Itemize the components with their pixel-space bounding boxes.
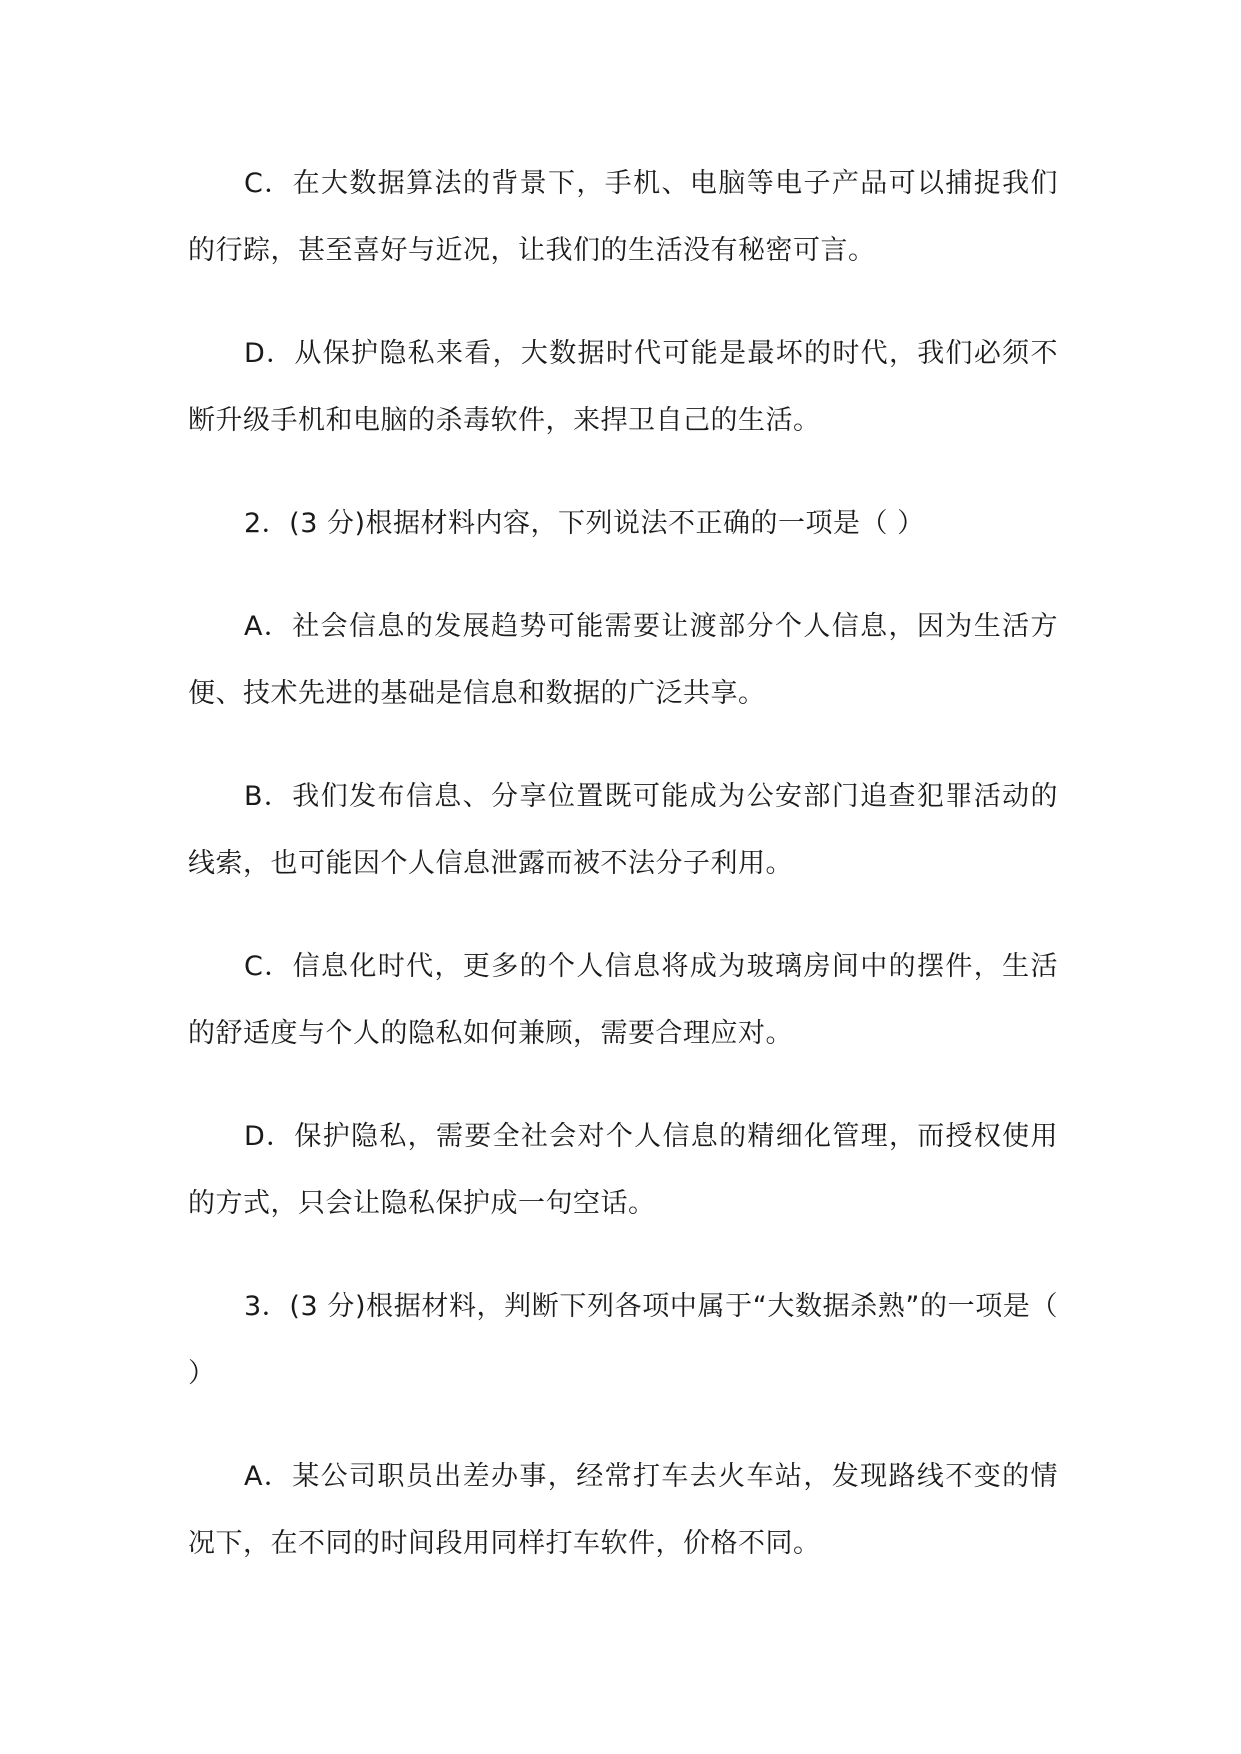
document-body — [188, 150, 1058, 1613]
option-d-q2: D．保护隐私，需要全社会对个人信息的精细化管理，而授权使用的方式，只会让隐私保护成一句空话。 — [188, 1121, 1058, 1219]
question-3: 3．(3 分)根据材料，判断下列各项中属于“大数据杀熟”的一项是（ ） — [188, 1291, 1058, 1389]
option-a-q2: A．社会信息的发展趋势可能需要让渡部分个人信息，因为生活方便、技术先进的基础是信息和数据的广泛共享。 — [188, 611, 1058, 709]
option-b-q2: B．我们发布信息、分享位置既可能成为公安部门追查犯罪活动的线索，也可能因个人信息泄露而被不法分子利用。 — [188, 781, 1058, 879]
question-2: 2．(3 分)根据材料内容，下列说法不正确的一项是（ ） — [244, 508, 925, 539]
option-d-q1: D．从保护隐私来看，大数据时代可能是最坏的时代，我们必须不断升级手机和电脑的杀毒软件，来捍卫自己的生活。 — [188, 338, 1058, 436]
option-a-q3: A．某公司职员出差办事，经常打车去火车站，发现路线不变的情况下，在不同的时间段用同样打车软件，价格不同。 — [188, 1461, 1058, 1559]
option-c-q1: C．在大数据算法的背景下，手机、电脑等电子产品可以捕捉我们的行踪，甚至喜好与近况，让我们的生活没有秘密可言。 — [188, 168, 1058, 266]
option-c-q2: C．信息化时代，更多的个人信息将成为玻璃房间中的摆件，生活的舒适度与个人的隐私如何兼顾，需要合理应对。 — [188, 951, 1058, 1049]
